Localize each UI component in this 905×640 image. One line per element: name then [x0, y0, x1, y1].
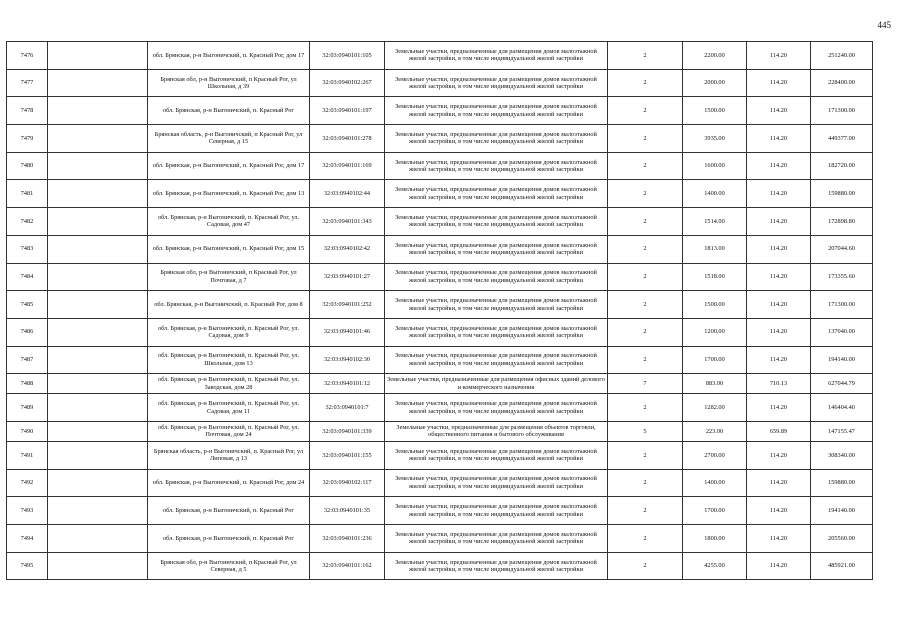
row-number-cell: 7485: [7, 291, 48, 319]
specific-value-cell: 114.20: [747, 525, 811, 553]
group-cell: 2: [608, 291, 683, 319]
specific-value-cell: 114.20: [747, 69, 811, 97]
table-row: [7, 152, 873, 180]
row-number-cell: 7489: [7, 394, 48, 422]
land-use-cell: Земельные участки, предназначенные для размещения домов малоэтажной жилой застройки, в том числе индивидуальной жилой застройки: [385, 346, 608, 374]
empty-cell: [48, 97, 148, 125]
cadastral-value-cell: 205560.00: [811, 525, 873, 553]
cadastral-value-cell: 159880.00: [811, 469, 873, 497]
address-cell: обл. Брянская, р-н Выгоничский, п. Красный Рог, ул. Садовая, дом 11: [148, 394, 310, 422]
area-cell: 2700.00: [683, 441, 747, 469]
address-cell: обл. Брянская, р-н Выгоничский, п. Красный Рог: [148, 497, 310, 525]
empty-cell: [48, 394, 148, 422]
row-number-cell: 7484: [7, 263, 48, 291]
area-cell: 1282.00: [683, 394, 747, 422]
table-row: [7, 235, 873, 263]
cadastral-number-cell: 32:03:0940101:252: [310, 291, 385, 319]
empty-cell: [48, 374, 148, 394]
land-use-cell: Земельные участки, предназначенные для размещения домов малоэтажной жилой застройки, в том числе индивидуальной жилой застройки: [385, 125, 608, 153]
land-use-cell: Земельные участки, предназначенные для размещения домов малоэтажной жилой застройки, в том числе индивидуальной жилой застройки: [385, 69, 608, 97]
area-cell: 1514.00: [683, 208, 747, 236]
address-cell: обл. Брянская, р-н Выгоничский, п. Красный Рог, дом 13: [148, 180, 310, 208]
group-cell: 2: [608, 552, 683, 580]
table-row: [7, 374, 873, 394]
address-cell: обл. Брянская, р-н Выгоничский, п. Красный Рог, ул. Садовая, дом 9: [148, 318, 310, 346]
group-cell: 2: [608, 208, 683, 236]
table-row: [7, 441, 873, 469]
land-use-cell: Земельные участки, предназначенные для размещения домов малоэтажной жилой застройки, в том числе индивидуальной жилой застройки: [385, 497, 608, 525]
land-use-cell: Земельные участки, предназначенные для размещения домов малоэтажной жилой застройки, в том числе индивидуальной жилой застройки: [385, 291, 608, 319]
specific-value-cell: 114.20: [747, 346, 811, 374]
table-row: [7, 394, 873, 422]
row-number-cell: 7480: [7, 152, 48, 180]
specific-value-cell: 114.20: [747, 497, 811, 525]
row-number-cell: 7487: [7, 346, 48, 374]
area-cell: 1518.00: [683, 263, 747, 291]
cadastral-value-cell: 194140.00: [811, 346, 873, 374]
group-cell: 2: [608, 469, 683, 497]
table-row: [7, 291, 873, 319]
address-cell: обл. Брянская, р-н Выгоничский, п. Красный Рог, дом 24: [148, 469, 310, 497]
row-number-cell: 7481: [7, 180, 48, 208]
cadastral-value-cell: 627044.79: [811, 374, 873, 394]
empty-cell: [48, 497, 148, 525]
table-row: [7, 69, 873, 97]
row-number-cell: 7495: [7, 552, 48, 580]
address-cell: обл. Брянская, р-н Выгоничский, п. Красный Рог, ул. Почтовая, дом 24: [148, 421, 310, 441]
group-cell: 2: [608, 346, 683, 374]
specific-value-cell: 114.20: [747, 180, 811, 208]
group-cell: 2: [608, 394, 683, 422]
group-cell: 2: [608, 235, 683, 263]
cadastral-value-cell: 171300.00: [811, 97, 873, 125]
address-cell: обл. Брянская, р-н Выгоничский, п. Красный Рог, ул. Садовая, дом 47: [148, 208, 310, 236]
cadastral-number-cell: 32:03:0940102:267: [310, 69, 385, 97]
table-row: [7, 263, 873, 291]
cadastral-number-cell: 32:03:0940102:30: [310, 346, 385, 374]
empty-cell: [48, 152, 148, 180]
table-row: [7, 180, 873, 208]
area-cell: 1800.00: [683, 525, 747, 553]
empty-cell: [48, 421, 148, 441]
area-cell: 2000.00: [683, 69, 747, 97]
cadastral-number-cell: 32:03:0940101:162: [310, 552, 385, 580]
land-use-cell: Земельные участки, предназначенные для размещения домов малоэтажной жилой застройки, в том числе индивидуальной жилой застройки: [385, 97, 608, 125]
group-cell: 2: [608, 42, 683, 70]
address-cell: обл. Брянская, р-н Выгоничский, п. Красный Рог, ул. Заводская, дом 28: [148, 374, 310, 394]
empty-cell: [48, 69, 148, 97]
group-cell: 2: [608, 525, 683, 553]
cadastral-number-cell: 32:03:0940102:117: [310, 469, 385, 497]
cadastral-value-cell: 207044.60: [811, 235, 873, 263]
specific-value-cell: 114.20: [747, 552, 811, 580]
cadastral-number-cell: 32:03:0940102:42: [310, 235, 385, 263]
cadastral-number-cell: 32:03:0940101:105: [310, 42, 385, 70]
cadastral-number-cell: 32:03:0940101:339: [310, 421, 385, 441]
address-cell: обл. Брянская, р-н Выгоничский, п. Красный Рог, дом 17: [148, 42, 310, 70]
table-row: [7, 497, 873, 525]
group-cell: 2: [608, 180, 683, 208]
area-cell: 3935.00: [683, 125, 747, 153]
area-cell: 1500.00: [683, 291, 747, 319]
cadastral-value-cell: 147155.47: [811, 421, 873, 441]
table-row: [7, 125, 873, 153]
specific-value-cell: 114.20: [747, 441, 811, 469]
row-number-cell: 7483: [7, 235, 48, 263]
land-use-cell: Земельные участки, предназначенные для размещения домов малоэтажной жилой застройки, в том числе индивидуальной жилой застройки: [385, 208, 608, 236]
cadastral-value-cell: 172898.80: [811, 208, 873, 236]
row-number-cell: 7494: [7, 525, 48, 553]
land-use-cell: Земельные участки, предназначенные для размещения домов малоэтажной жилой застройки, в том числе индивидуальной жилой застройки: [385, 469, 608, 497]
address-cell: обл. Брянская, р-н Выгоничский, п. Красный Рог, дом 8: [148, 291, 310, 319]
specific-value-cell: 114.20: [747, 394, 811, 422]
group-cell: 5: [608, 421, 683, 441]
land-use-cell: Земельные участки, предназначенные для размещения объектов торговли, общественного питания и бытового обслуживания: [385, 421, 608, 441]
land-use-cell: Земельные участки, предназначенные для размещения домов малоэтажной жилой застройки, в том числе индивидуальной жилой застройки: [385, 318, 608, 346]
row-number-cell: 7491: [7, 441, 48, 469]
group-cell: 2: [608, 69, 683, 97]
table-body: [7, 42, 873, 580]
address-cell: обл. Брянская, р-н Выгоничский, п. Красный Рог: [148, 97, 310, 125]
table-row: [7, 421, 873, 441]
cadastral-number-cell: 32:03:0940101:343: [310, 208, 385, 236]
specific-value-cell: 114.20: [747, 291, 811, 319]
address-cell: Брянская область, р-н Выгоничский, п. Красный Рог, ул Липовая, д 13: [148, 441, 310, 469]
specific-value-cell: 114.20: [747, 152, 811, 180]
specific-value-cell: 710.13: [747, 374, 811, 394]
address-cell: обл. Брянская, р-н Выгоничский, п. Красный Рог, дом 17: [148, 152, 310, 180]
empty-cell: [48, 291, 148, 319]
empty-cell: [48, 525, 148, 553]
row-number-cell: 7493: [7, 497, 48, 525]
area-cell: 1200.00: [683, 318, 747, 346]
group-cell: 2: [608, 152, 683, 180]
row-number-cell: 7490: [7, 421, 48, 441]
cadastral-value-cell: 194140.00: [811, 497, 873, 525]
cadastral-value-cell: 146404.40: [811, 394, 873, 422]
table-row: [7, 318, 873, 346]
cadastral-number-cell: 32:03:0940101:155: [310, 441, 385, 469]
area-cell: 1600.00: [683, 152, 747, 180]
table-row: [7, 525, 873, 553]
cadastral-number-cell: 32:03:0940101:236: [310, 525, 385, 553]
specific-value-cell: 114.20: [747, 318, 811, 346]
specific-value-cell: 659.89: [747, 421, 811, 441]
empty-cell: [48, 318, 148, 346]
cadastral-value-cell: 182720.00: [811, 152, 873, 180]
area-cell: 1700.00: [683, 497, 747, 525]
land-use-cell: Земельные участки, предназначенные для размещения домов малоэтажной жилой застройки, в том числе индивидуальной жилой застройки: [385, 152, 608, 180]
row-number-cell: 7478: [7, 97, 48, 125]
specific-value-cell: 114.20: [747, 235, 811, 263]
specific-value-cell: 114.20: [747, 263, 811, 291]
area-cell: 2200.00: [683, 42, 747, 70]
cadastral-value-cell: 449377.00: [811, 125, 873, 153]
address-cell: обл. Брянская, р-н Выгоничский, п. Красный Рог, дом 15: [148, 235, 310, 263]
cadastral-number-cell: 32:03:0940101:27: [310, 263, 385, 291]
area-cell: 1700.00: [683, 346, 747, 374]
page-number: 445: [877, 20, 891, 30]
area-cell: 1813.00: [683, 235, 747, 263]
table-row: [7, 97, 873, 125]
group-cell: 2: [608, 497, 683, 525]
specific-value-cell: 114.20: [747, 125, 811, 153]
area-cell: 223.00: [683, 421, 747, 441]
land-use-cell: Земельные участки, предназначенные для размещения домов малоэтажной жилой застройки, в том числе индивидуальной жилой застройки: [385, 525, 608, 553]
area-cell: 1400.00: [683, 469, 747, 497]
address-cell: Брянская обл, р-н Выгоничский, п Красный Рог, ул Школьная, д 39: [148, 69, 310, 97]
cadastral-value-cell: 137040.00: [811, 318, 873, 346]
table-row: [7, 42, 873, 70]
cadastral-number-cell: 32:03:0940101:278: [310, 125, 385, 153]
area-cell: 4255.00: [683, 552, 747, 580]
cadastral-value-cell: 228400.00: [811, 69, 873, 97]
cadastral-number-cell: 32:03:0940102:44: [310, 180, 385, 208]
row-number-cell: 7486: [7, 318, 48, 346]
cadastral-number-cell: 32:03:0940101:46: [310, 318, 385, 346]
cadastral-value-cell: 171300.00: [811, 291, 873, 319]
empty-cell: [48, 346, 148, 374]
cadastral-value-cell: 251240.00: [811, 42, 873, 70]
empty-cell: [48, 552, 148, 580]
specific-value-cell: 114.20: [747, 208, 811, 236]
cadastral-number-cell: 32:03:0940101:169: [310, 152, 385, 180]
address-cell: обл. Брянская, р-н Выгоничский, п. Красный Рог, ул. Школьная, дом 13: [148, 346, 310, 374]
specific-value-cell: 114.20: [747, 42, 811, 70]
row-number-cell: 7476: [7, 42, 48, 70]
land-use-cell: Земельные участки, предназначенные для размещения домов малоэтажной жилой застройки, в том числе индивидуальной жилой застройки: [385, 42, 608, 70]
specific-value-cell: 114.20: [747, 97, 811, 125]
land-use-cell: Земельные участки, предназначенные для размещения домов малоэтажной жилой застройки, в том числе индивидуальной жилой застройки: [385, 552, 608, 580]
cadastral-number-cell: 32:03:0940101:197: [310, 97, 385, 125]
group-cell: 2: [608, 263, 683, 291]
area-cell: 883.00: [683, 374, 747, 394]
group-cell: 2: [608, 441, 683, 469]
land-use-cell: Земельные участки, предназначенные для размещения домов малоэтажной жилой застройки, в том числе индивидуальной жилой застройки: [385, 263, 608, 291]
specific-value-cell: 114.20: [747, 469, 811, 497]
row-number-cell: 7492: [7, 469, 48, 497]
area-cell: 1500.00: [683, 97, 747, 125]
group-cell: 2: [608, 318, 683, 346]
group-cell: 2: [608, 125, 683, 153]
cadastral-value-cell: 173355.60: [811, 263, 873, 291]
empty-cell: [48, 235, 148, 263]
group-cell: 2: [608, 97, 683, 125]
empty-cell: [48, 125, 148, 153]
empty-cell: [48, 441, 148, 469]
cadastral-number-cell: 32:03:0940101:35: [310, 497, 385, 525]
row-number-cell: 7482: [7, 208, 48, 236]
land-use-cell: Земельные участки, предназначенные для размещения офисных зданий делового и коммерческого назначения: [385, 374, 608, 394]
row-number-cell: 7477: [7, 69, 48, 97]
empty-cell: [48, 263, 148, 291]
cadastral-value-cell: 308340.00: [811, 441, 873, 469]
land-use-cell: Земельные участки, предназначенные для размещения домов малоэтажной жилой застройки, в том числе индивидуальной жилой застройки: [385, 441, 608, 469]
empty-cell: [48, 42, 148, 70]
area-cell: 1400.00: [683, 180, 747, 208]
empty-cell: [48, 180, 148, 208]
table-row: [7, 552, 873, 580]
land-use-cell: Земельные участки, предназначенные для размещения домов малоэтажной жилой застройки, в том числе индивидуальной жилой застройки: [385, 180, 608, 208]
cadastral-value-table: [6, 41, 873, 580]
table-row: [7, 469, 873, 497]
empty-cell: [48, 208, 148, 236]
address-cell: Брянская обл, р-н Выгоничский, п Красный Рог, ул Почтовая, д 7: [148, 263, 310, 291]
address-cell: обл. Брянская, р-н Выгоничский, п. Красный Рог: [148, 525, 310, 553]
cadastral-value-cell: 485921.00: [811, 552, 873, 580]
land-use-cell: Земельные участки, предназначенные для размещения домов малоэтажной жилой застройки, в том числе индивидуальной жилой застройки: [385, 394, 608, 422]
group-cell: 7: [608, 374, 683, 394]
address-cell: Брянская область, р-н Выгоничский, п Красный Рог, ул Северная, д 15: [148, 125, 310, 153]
land-use-cell: Земельные участки, предназначенные для размещения домов малоэтажной жилой застройки, в том числе индивидуальной жилой застройки: [385, 235, 608, 263]
cadastral-value-cell: 159880.00: [811, 180, 873, 208]
empty-cell: [48, 469, 148, 497]
table-row: [7, 346, 873, 374]
row-number-cell: 7488: [7, 374, 48, 394]
cadastral-number-cell: 32:03:0940101:7: [310, 394, 385, 422]
row-number-cell: 7479: [7, 125, 48, 153]
address-cell: Брянская обл, р-н Выгоничский, п Красный Рог, ул Северная, д 5: [148, 552, 310, 580]
cadastral-number-cell: 32:03:0940101:12: [310, 374, 385, 394]
table-row: [7, 208, 873, 236]
